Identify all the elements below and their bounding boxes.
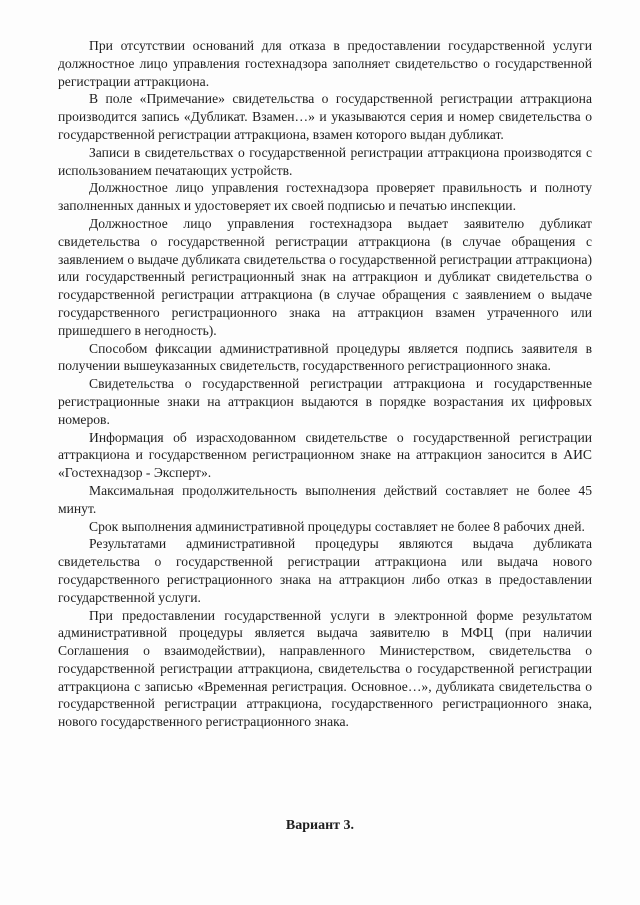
paragraph-4: Должностное лицо управления гостехнадзора проверяет правильность и полноту заполненных данных и удостоверяет их своей подписью и печатью инспекции. [58, 180, 592, 214]
paragraph-3: Записи в свидетельствах о государственной регистрации аттракциона производятся с использованием печатающих устройств. [58, 144, 592, 178]
paragraph-11: Результатами административной процедуры являются выдача дубликата свидетельства о государственной регистрации аттракциона или выдача нового государственного регистрационного знака на аттракцион либо отказ в предоставлении государственной услуги. [58, 536, 592, 605]
paragraph-5: Должностное лицо управления гостехнадзора выдает заявителю дубликат свидетельства о государственной регистрации аттракциона (в случае обращения с заявлением о выдаче дубликата свидетельства о государственной регистрации аттракциона) или государственный регистрационный знак на аттракцион и дубликат свидетельства о государственной регистрации аттракциона (в случае обращения с заявлением о выдаче государственного регистрационного знака на аттракцион взамен утраченного или пришедшего в негодность). [58, 215, 592, 338]
paragraph-7: Свидетельства о государственной регистрации аттракциона и государственные регистрационные знаки на аттракцион выдаются в порядке возрастания их цифровых номеров. [58, 376, 592, 427]
paragraph-9: Максимальная продолжительность выполнения действий составляет не более 45 минут. [58, 482, 592, 516]
paragraph-8: Информация об израсходованном свидетельстве о государственной регистрации аттракциона и государственном регистрационном знаке на аттракцион заносится в АИС «Гостехнадзор - Эксперт». [58, 429, 592, 481]
paragraph-2: В поле «Примечание» свидетельства о государственной регистрации аттракциона производится запись «Дубликат. Взамен…» и указываются серия и номер свидетельства о государственной регистрации аттракциона, взамен которого выдан дубликат. [58, 91, 592, 142]
paragraph-12: При предоставлении государственной услуги в электронной форме результатом административной процедуры является выдача заявителю в МФЦ (при наличии Соглашения о взаимодействии), направленного Министерством, свидетельства о государственной регистрации аттракциона, свидетельства о государственной регистрации аттракциона с записью «Временная регистрация. Основное…», дубликата свидетельства о государственной регистрации аттракциона, государственного регистрационного знака, нового государственного регистрационного знака. [58, 607, 592, 730]
document-body [58, 37, 592, 731]
paragraph-10: Срок выполнения административной процедуры составляет не более 8 рабочих дней. [89, 518, 585, 534]
section-heading: Вариант 3. [285, 818, 355, 833]
paragraph-6: Способом фиксации административной процедуры является подпись заявителя в получении вышеуказанных свидетельств, государственного регистрационного знака. [58, 340, 592, 374]
paragraph-1: При отсутствии оснований для отказа в предоставлении государственной услуги должностное лицо управления гостехнадзора заполняет свидетельство о государственной регистрации аттракциона. [58, 38, 592, 89]
